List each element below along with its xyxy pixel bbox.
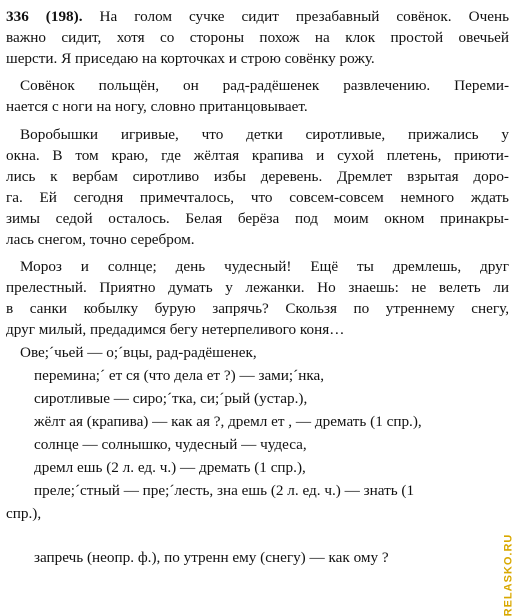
text-line: га. Ей сегодня примечталось, что совсем-совсем немного ждать [6, 189, 509, 206]
text-line: важно сидит, хотя со стороны похож на клок простой овечьей [6, 29, 509, 46]
watermark-text: RELASKO.RU [502, 533, 515, 616]
analysis-line: перемина;´ ет ся (что дела ет ?) — зами;´нка, [34, 367, 325, 384]
analysis-line: солнце — солнышко, чудесный — чудеса, [34, 436, 307, 453]
text-line: в санки кобылку бурую запрячь? Скользя по утреннему снегу, [6, 300, 509, 317]
exercise-number: 336 (198). [6, 8, 83, 25]
analysis-line: Ове;´чьей — о;´вцы, рад-радёшенек, [20, 344, 257, 361]
text-line: лась снегом, точно серебром. [6, 231, 195, 248]
analysis-line: сиротливые — сиро;´тка, си;´рый (устар.), [34, 390, 308, 407]
text-line: шерсти. Я приседаю на корточках и строю совёнку рожу. [6, 50, 375, 67]
text-line: 336 (198). На голом сучке сидит презабавный совёнок. Очень [6, 8, 509, 25]
text-line: Мороз и солнце; день чудесный! Ещё ты дремлешь, друг [20, 258, 509, 275]
analysis-line: дремл ешь (2 л. ед. ч.) — дремать (1 спр.), [34, 459, 306, 476]
analysis-line: жёлт ая (крапива) — как ая ?, дремл ет , — дремать (1 спр.), [34, 413, 422, 430]
text-line: окна. В том краю, где жёлтая крапива и сухой плетень, приюти- [6, 147, 509, 164]
text-line: Воробышки игривые, что детки сиротливые, прижались у [20, 126, 509, 143]
text-line: нается с ноги на ногу, словно пританцовывает. [6, 98, 308, 115]
text-line: друг милый, предадимся бегу нетерпеливого коня… [6, 321, 345, 338]
watermark [502, 411, 515, 616]
analysis-line: спр.), [6, 505, 42, 522]
text-line: прелестный. Приятно думать у лежанки. Но знаешь: не велеть ли [6, 279, 509, 296]
text-line: лись к вербам сиротливо избы деревень. Дремлет взрытая доро- [6, 168, 509, 185]
analysis-line: запречь (неопр. ф.), по утренн ему (снегу) — как ому ? [34, 549, 389, 566]
analysis-line: преле;´стный — пре;´лесть, зна ешь (2 л. ед. ч.) — знать (1 [34, 482, 415, 499]
text-line: Совёнок польщён, он рад-радёшенек развлечению. Переми- [20, 77, 509, 94]
text-line: зимы седой осталось. Белая берёза под моим окном принакры- [6, 210, 509, 227]
